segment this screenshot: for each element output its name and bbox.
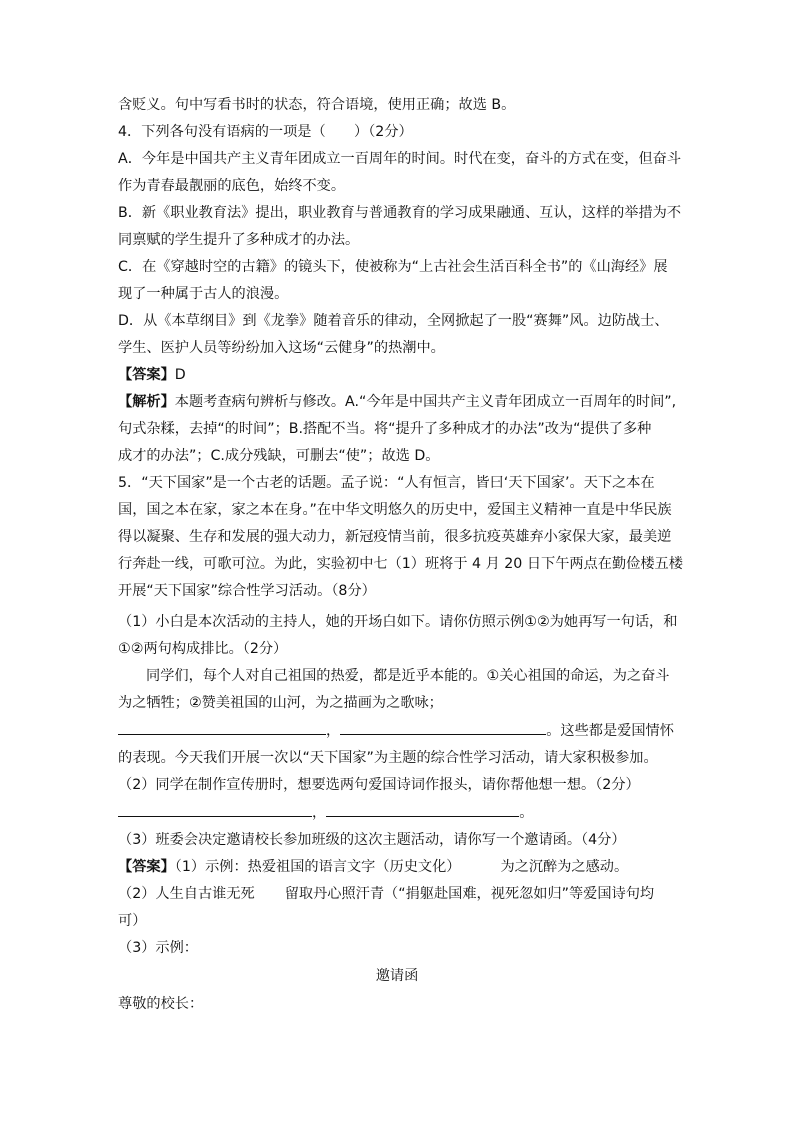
question-5-line-1: 5．“天下国家”是一个古老的话题。孟子说：“人有恒言，皆曰‘天下国家’。天下之本在 — [118, 475, 655, 491]
comma: ， — [312, 805, 327, 821]
letter-title: 邀请函 — [375, 968, 419, 984]
answer-5-1a: （1）示例：热爱祖国的语言文字（历史文化） — [174, 859, 461, 875]
question-4-stem: 4．下列各句没有语病的一项是（ ）（2分） — [118, 124, 413, 140]
subquestion-2: （2）同学在制作宣传册时，想要选两句爱国诗词作报头，请你帮他想一想。（2分） — [118, 777, 640, 793]
answer-5-line-3: 可） — [118, 913, 147, 929]
passage-line-4: 的表现。今天我们开展一次以“天下国家”为主题的综合性学习活动，请大家积极参加。 — [118, 750, 658, 766]
option-c-line-1: C．在《穿越时空的古籍》的镜头下，使被称为“上古社会生活百科全书”的《山海经》展 — [118, 259, 668, 275]
answer-blank[interactable] — [118, 722, 326, 735]
option-a-line-1: A．今年是中国共产主义青年团成立一百周年的时间。时代在变，奋斗的方式在变，但奋斗 — [118, 151, 682, 167]
option-d-line-2: 学生、医护人员等纷纷加入这场“云健身”的热潮中。 — [118, 340, 445, 356]
answer-4 — [118, 365, 186, 385]
answer-blank[interactable] — [326, 804, 519, 817]
answer-blank[interactable] — [340, 722, 546, 735]
answer-label: 【答案】 — [118, 859, 175, 875]
explanation-4-line-1 — [118, 392, 676, 412]
option-a-line-2: 作为青春最靓丽的底色，始终不变。 — [118, 178, 346, 194]
passage-line-1: 同学们，每个人对自己祖国的热爱，都是近乎本能的。①关心祖国的命运，为之奋斗 — [146, 668, 670, 684]
answer-blank[interactable] — [118, 804, 312, 817]
subquestion-1-line-1: （1）小白是本次活动的主持人，她的开场白如下。请你仿照示例①②为她再写一句话，和 — [118, 614, 678, 630]
answer-5-line-1 — [118, 857, 628, 877]
answer-5-line-4: （3）示例： — [118, 940, 198, 956]
explanation-label: 【解析】 — [118, 394, 175, 410]
question-5-line-3: 得以凝聚、生存和发展的强大动力，新冠疫情当前，很多抗疫英雄弃小家保大家，最美逆 — [118, 529, 672, 545]
poem-blank-line — [118, 803, 533, 823]
subquestion-1-line-2: ①②两句构成排比。（2分） — [118, 641, 288, 657]
period: 。 — [519, 805, 534, 821]
option-c-line-2: 现了一种属于古人的浪漫。 — [118, 286, 289, 302]
explanation-4-line-3: 成才的办法”；C.成分残缺，可删去“使”；故选 D。 — [118, 448, 440, 464]
text-line: 含贬义。句中写看书时的状态，符合语境，使用正确；故选 B。 — [118, 97, 516, 113]
explanation-4-line-2: 句式杂糅，去掉“的时间”；B.搭配不当。将“提升了多种成才的办法”改为“提供了多种 — [118, 421, 652, 437]
letter-salutation: 尊敬的校长： — [118, 996, 204, 1012]
explanation-text: 本题考查病句辨析与修改。A.“今年是中国共产主义青年团成立一百周年的时间”, — [174, 394, 677, 410]
question-5-line-5: 开展“天下国家”综合性学习活动。（8分） — [118, 583, 376, 599]
question-5-line-4: 行奔赴一线，可歌可泣。为此，实验初中七（1）班将于 4 月 20 日下午两点在勤俭楼五楼 — [118, 556, 683, 572]
answer-value: D — [174, 367, 186, 383]
comma: ， — [326, 723, 341, 739]
subquestion-3: （3）班委会决定邀请校长参加班级的这次主题活动，请你写一个邀请函。（4分） — [118, 832, 626, 848]
option-b-line-1: B．新《职业教育法》提出，职业教育与普通教育的学习成果融通、互认，这样的举措为不 — [118, 205, 682, 221]
passage-line-2: 为之牺牲；②赞美祖国的山河，为之描画为之歌咏； — [118, 695, 443, 711]
answer-5-line-2 — [118, 884, 654, 904]
answer-5-2b: 留取丹心照汗青（“捐躯赴国难，视死忽如归”等爱国诗句均 — [284, 886, 655, 902]
answer-5-2a: （2）人生自古谁无死 — [118, 886, 255, 902]
passage-blank-line — [118, 721, 674, 741]
option-d-line-1: D．从《本草纲目》到《龙拳》随着音乐的律动，全网掀起了一股“赛舞”风。边防战士、 — [118, 313, 669, 329]
answer-label: 【答案】 — [118, 367, 175, 383]
option-b-line-2: 同禀赋的学生提升了多种成才的办法。 — [118, 232, 360, 248]
answer-5-1b: 为之沉醉为之感动。 — [500, 859, 629, 875]
passage-tail: 。这些都是爱国情怀 — [546, 723, 674, 739]
question-5-line-2: 国，国之本在家，家之本在身。”在中华文明悠久的历史中，爱国主义精神一直是中华民族 — [118, 502, 672, 518]
